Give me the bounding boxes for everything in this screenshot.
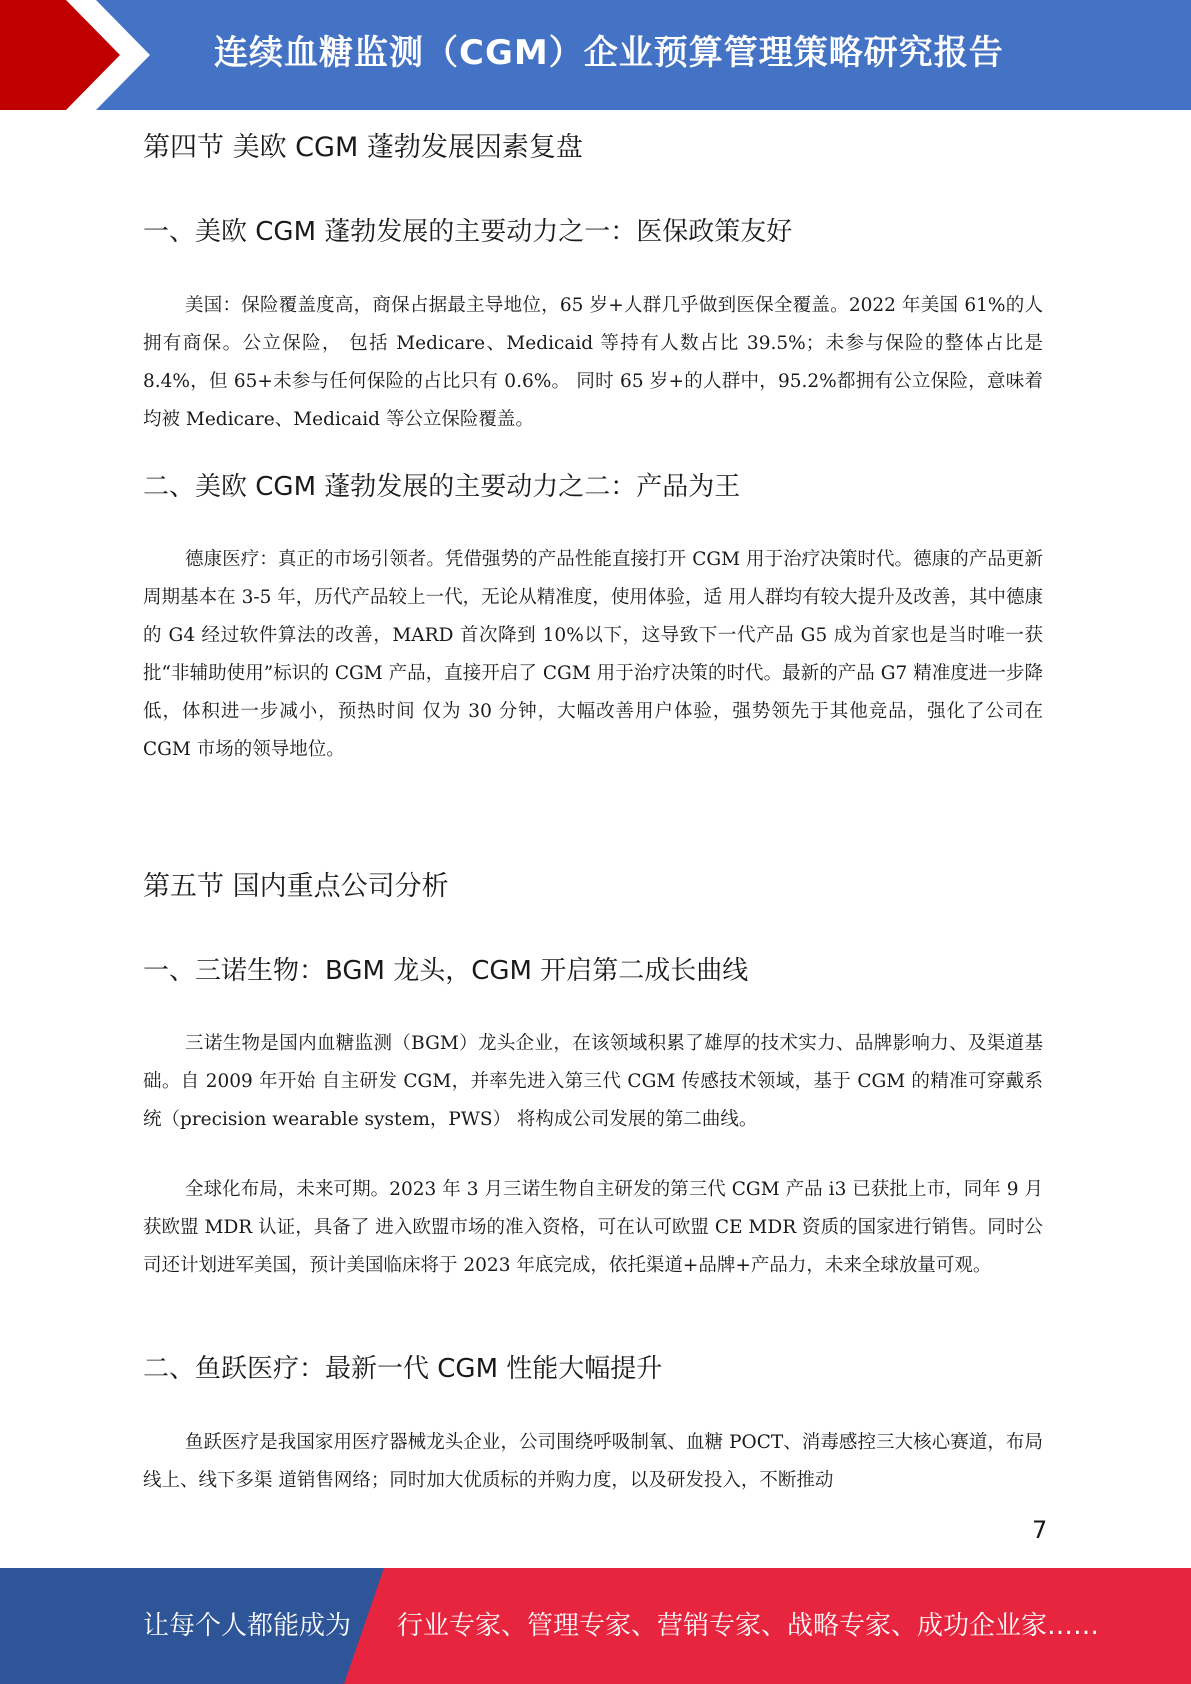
- page-number: 7: [1032, 1516, 1048, 1544]
- paragraph-sinocare-intro: 三诺生物是国内血糖监测（BGM）龙头企业，在该领域积累了雄厚的技术实力、品牌影响力、及渠道基础。自 2009 年开始 自主研发 CGM，并率先进入第三代 CGM 传感技术领域，基于 CGM 的精准可穿戴系统（precision wearable system，PWS） 将构成公司发展的第二曲线。: [143, 1033, 1043, 1130]
- paragraph-dexcom: 德康医疗：真正的市场引领者。凭借强势的产品性能直接打开 CGM 用于治疗决策时代。德康的产品更新周期基本在 3-5 年，历代产品较上一代，无论从精准度，使用体验，适 用人群均有较大提升及改善，其中德康的 G4 经过软件算法的改善，MARD 首次降到 10%以下，这导致下一代产品 G5 成为首家也是当时唯一获 批“非辅助使用”标识的 CGM 产品，直接开启了 CGM 用于治疗决策的时代。最新的产品 G7 精准度进一步降低，体积进一步减小，预热时间 仅为 30 分钟，大幅改善用户体验，强势领先于其他竞品，强化了公司在 CGM 市场的领导地位。: [143, 549, 1043, 760]
- footer-slogan-roles: 行业专家、管理专家、营销专家、战略专家、成功企业家……: [397, 1611, 1100, 1641]
- footer-slogan-lead: 让每个人都能成为: [143, 1611, 352, 1641]
- page-footer: [0, 1568, 1191, 1684]
- paragraph-us-insurance: 美国：保险覆盖度高，商保占据最主导地位，65 岁+人群几乎做到医保全覆盖。2022 年美国 61%的人拥有商保。公立保险， 包括 Medicare、Medicaid 等持有人数占比 39.5%；未参与保险的整体占比是 8.4%，但 65+未参与任何保险的占比只有 0.6%。 同时 65 岁+的人群中，95.2%都拥有公立保险，意味着均被 Medicare、Medicaid 等公立保险覆盖。: [143, 295, 1043, 430]
- subsection-heading-5-2: 二、鱼跃医疗：最新一代 CGM 性能大幅提升: [143, 1354, 663, 1384]
- subsection-heading-4-2: 二、美欧 CGM 蓬勃发展的主要动力之二：产品为王: [143, 472, 741, 502]
- paragraph-yuwell: 鱼跃医疗是我国家用医疗器械龙头企业，公司围绕呼吸制氧、血糖 POCT、消毒感控三大核心赛道，布局线上、线下多渠 道销售网络；同时加大优质标的并购力度，以及研发投入，不断推动: [143, 1432, 1043, 1491]
- section-heading-4: 第四节 美欧 CGM 蓬勃发展因素复盘: [143, 132, 583, 163]
- section-heading-5: 第五节 国内重点公司分析: [143, 871, 449, 902]
- paragraph-sinocare-global: 全球化布局，未来可期。2023 年 3 月三诺生物自主研发的第三代 CGM 产品 i3 已获批上市，同年 9 月获欧盟 MDR 认证，具备了 进入欧盟市场的准入资格，可在认可欧盟 CE MDR 资质的国家进行销售。同时公司还计划进军美国，预计美国临床将于 2023 年底完成，依托渠道+品牌+产品力，未来全球放量可观。: [143, 1179, 1043, 1276]
- subsection-heading-4-1: 一、美欧 CGM 蓬勃发展的主要动力之一：医保政策友好: [143, 217, 793, 247]
- page-header: [0, 0, 1191, 110]
- subsection-heading-5-1: 一、三诺生物：BGM 龙头，CGM 开启第二成长曲线: [143, 956, 749, 986]
- document-title: 连续血糖监测（CGM）企业预算管理策略研究报告: [214, 33, 1004, 73]
